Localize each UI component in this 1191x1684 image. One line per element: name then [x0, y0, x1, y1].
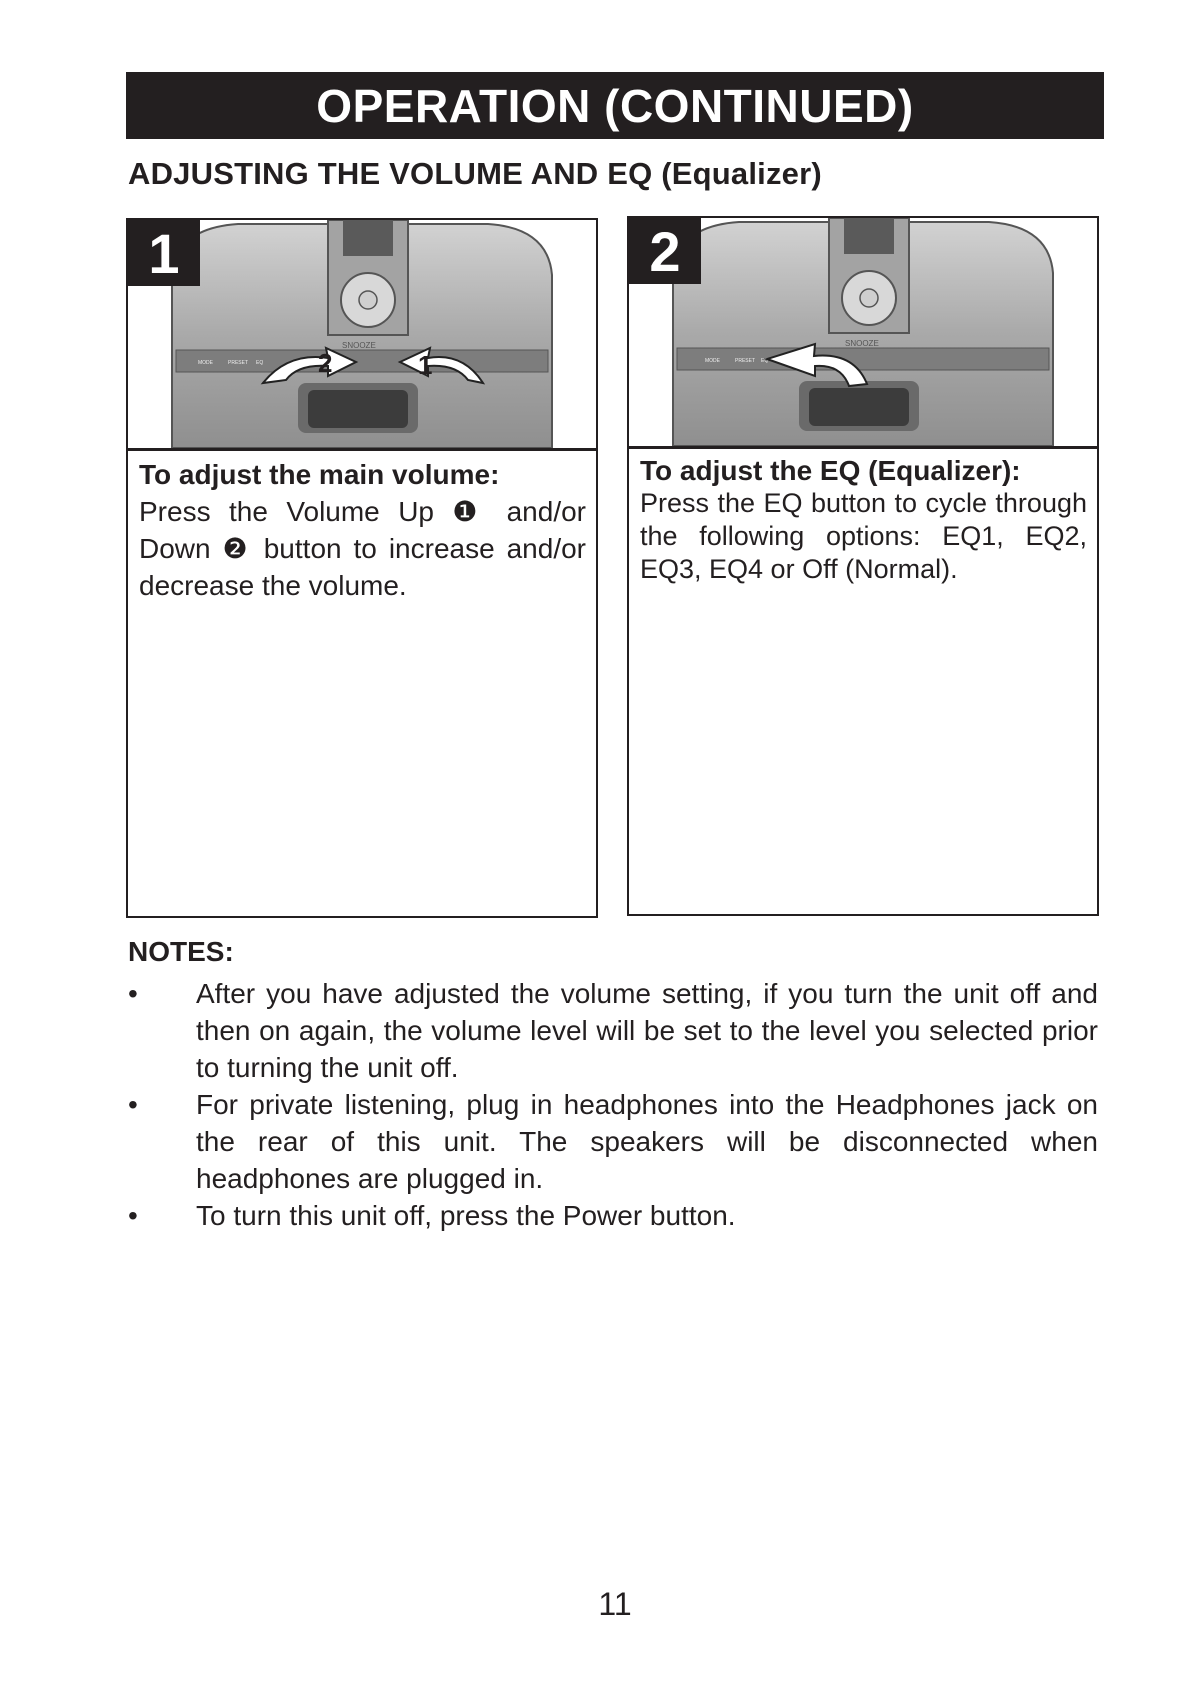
panel-heading: To adjust the EQ (Equalizer): [640, 455, 1021, 486]
step-number-badge: 2 [629, 218, 701, 284]
note-item [128, 1197, 1098, 1234]
mode-button-label: MODE [198, 360, 213, 366]
note-text: For private listening, plug in headphones into the Headphones jack on the rear of this unit. The speakers will be disconnected when headphones are plugged in. [196, 1089, 1098, 1194]
step-number-badge: 1 [128, 220, 200, 286]
notes-title: NOTES: [128, 936, 234, 967]
mode-button-label: MODE [705, 358, 720, 364]
eq-button-label: EQ [761, 358, 769, 364]
snooze-label: SNOOZE [342, 341, 376, 350]
preset-button-label: PRESET [735, 358, 756, 364]
notes-list [128, 975, 1098, 1234]
page-number: 11 [598, 1586, 632, 1622]
panel-divider [128, 448, 596, 451]
panel-heading: To adjust the main volume: [139, 459, 500, 490]
panel-body: Press the Volume Up ❶ and/or Down ❷ button to increase and/or decrease the volume. [139, 496, 586, 601]
bullet: • [128, 1200, 138, 1231]
panel-body: Press the EQ button to cycle through the following options: EQ1, EQ2, EQ3, EQ4 or Off (Normal). [640, 488, 1087, 584]
panel-text [139, 456, 586, 604]
note-item [128, 1086, 1098, 1197]
step-panel-1 [126, 218, 598, 918]
device-illustration-1 [128, 220, 596, 448]
section-banner: OPERATION (CONTINUED) [126, 72, 1104, 139]
note-text: After you have adjusted the volume setting, if you turn the unit off and then on again, the volume level will be set to the level you selected prior to turning the unit off. [196, 978, 1098, 1083]
bullet: • [128, 1089, 138, 1120]
preset-button-label: PRESET [228, 360, 249, 366]
panel-divider [629, 446, 1097, 449]
bullet: • [128, 978, 138, 1009]
eq-button-label: EQ [256, 360, 264, 366]
section-title: ADJUSTING THE VOLUME AND EQ (Equalizer) [128, 156, 822, 191]
device-illustration-2 [629, 218, 1097, 446]
note-text: To turn this unit off, press the Power button. [196, 1200, 736, 1231]
callout-2: 2 [318, 348, 333, 378]
snooze-label: SNOOZE [845, 339, 879, 348]
note-item [128, 975, 1098, 1086]
step-panel-2 [627, 216, 1099, 916]
callout-1: 1 [418, 350, 433, 380]
panel-text [640, 454, 1087, 586]
